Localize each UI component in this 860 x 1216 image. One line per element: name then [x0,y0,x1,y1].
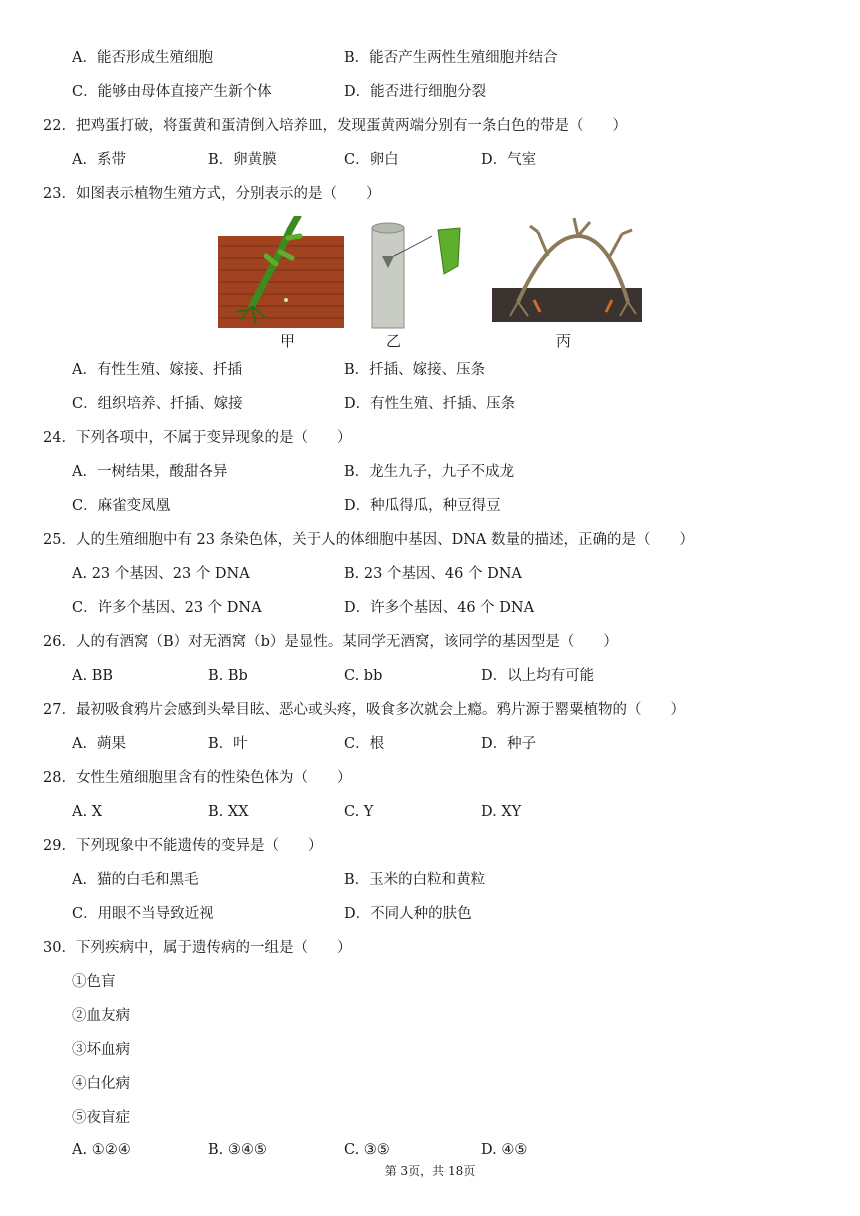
q28-option-d: D. XY [481,804,522,820]
q21-option-b: B．能否产生两性生殖细胞并结合 [344,50,558,66]
q25-option-b: B. 23 个基因、46 个 DNA [344,566,522,582]
q29-stem: 29．下列现象中不能遗传的变异是（ ） [43,838,323,854]
q28-option-a: A. X [72,804,103,820]
q30-item-5: ⑤夜盲症 [72,1110,130,1126]
q23-option-a: A．有性生殖、嫁接、扦插 [72,362,242,378]
q30-item-2: ②血友病 [72,1008,130,1024]
q27-option-b: B．叶 [208,736,248,752]
q29-option-b: B．玉米的白粒和黄粒 [344,872,486,888]
q30-option-a: A. ①②④ [72,1142,131,1158]
q24-option-b: B．龙生九子，九子不成龙 [344,464,515,480]
layering-illustration [492,218,642,322]
q30-option-c: C. ③⑤ [344,1142,390,1158]
q30-item-3: ③坏血病 [72,1042,130,1058]
q22-stem: 22．把鸡蛋打破，将蛋黄和蛋清倒入培养皿，发现蛋黄两端分别有一条白色的带是（ ） [43,118,627,134]
q24-option-d: D．种瓜得瓜，种豆得豆 [344,498,501,514]
q30-item-1: ①色盲 [72,974,116,990]
cutting-illustration [218,216,344,328]
figure-label-bing: 丙 [556,332,572,350]
q26-option-d: D．以上均有可能 [481,668,595,684]
q26-option-b: B. Bb [208,668,248,684]
q26-stem: 26．人的有酒窝（B）对无酒窝（b）是显性。某同学无酒窝，该同学的基因型是（ ） [43,634,618,650]
q25-stem: 25．人的生殖细胞中有 23 条染色体，关于人的体细胞中基因、DNA 数量的描述，正确的是（ ） [43,532,695,548]
plant-reproduction-figure [218,216,648,354]
q29-option-a: A．猫的白毛和黑毛 [72,872,199,888]
q27-stem: 27．最初吸食鸦片会感到头晕目眩、恶心或头疼，吸食多次就会上瘾。鸦片源于罂粟植物的（ ） [43,702,685,718]
q24-stem: 24．下列各项中，不属于变异现象的是（ ） [43,430,352,446]
q22-option-d: D．气室 [481,152,537,168]
q30-option-b: B. ③④⑤ [208,1142,267,1158]
q25-option-d: D．许多个基因、46 个 DNA [344,600,535,616]
q25-option-c: C．许多个基因、23 个 DNA [72,600,262,616]
q23-stem: 23．如图表示植物生殖方式，分别表示的是（ ） [43,186,381,202]
q27-option-a: A．蒴果 [72,736,126,752]
q28-stem: 28．女性生殖细胞里含有的性染色体为（ ） [43,770,352,786]
q29-option-c: C．用眼不当导致近视 [72,906,214,922]
grafting-illustration [372,223,460,328]
page-footer: 第 3页，共 18页 [384,1164,476,1178]
q24-option-c: C．麻雀变凤凰 [72,498,171,514]
figure-label-jia: 甲 [280,332,296,350]
q30-option-d: D. ④⑤ [481,1142,528,1158]
q21-option-d: D．能否进行细胞分裂 [344,84,487,100]
q29-option-d: D．不同人种的肤色 [344,906,472,922]
q28-option-c: C. Y [344,804,374,820]
q26-option-c: C. bb [344,668,383,684]
q27-option-d: D．种子 [481,736,537,752]
q30-stem: 30．下列疾病中，属于遗传病的一组是（ ） [43,940,352,956]
q27-option-c: C．根 [344,736,385,752]
q23-option-c: C．组织培养、扦插、嫁接 [72,396,243,412]
q23-option-b: B．扦插、嫁接、压条 [344,362,486,378]
q21-option-c: C．能够由母体直接产生新个体 [72,84,272,100]
q28-option-b: B. XX [208,804,249,820]
q26-option-a: A. BB [72,668,114,684]
q30-item-4: ④白化病 [72,1076,130,1092]
q22-option-a: A．系带 [72,152,126,168]
q22-option-b: B．卵黄膜 [208,152,277,168]
q24-option-a: A．一树结果，酸甜各异 [72,464,228,480]
q22-option-c: C．卵白 [344,152,399,168]
q25-option-a: A. 23 个基因、23 个 DNA [72,566,250,582]
q23-option-d: D．有性生殖、扦插、压条 [344,396,516,412]
figure-label-yi: 乙 [386,332,402,350]
q21-option-a: A．能否形成生殖细胞 [72,50,213,66]
